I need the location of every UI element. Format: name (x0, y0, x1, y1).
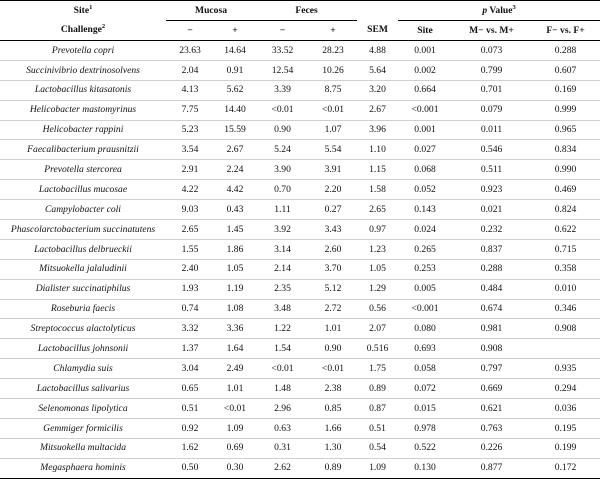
mucosa-minus: 0.50 (166, 458, 214, 478)
m-vs-pvalue: 0.763 (452, 418, 531, 438)
table-row (0, 100, 600, 120)
challenge-header: Challenge$^2$ (0, 21, 166, 41)
sem: 3.96 (357, 120, 398, 140)
species-name: Dialister succinatiphilus (0, 279, 166, 299)
species-name: Lactobacillus mucosae (0, 180, 166, 200)
feces-plus: 3.43 (309, 220, 357, 240)
site-pvalue: 0.068 (398, 160, 452, 180)
feces-minus: 2.14 (256, 259, 309, 279)
feces-plus: 5.12 (309, 279, 357, 299)
mucosa-plus: 4.42 (214, 180, 256, 200)
mucosa-minus: 2.04 (166, 60, 214, 80)
feces-minus: <0.01 (256, 359, 309, 379)
feces-plus: 8.75 (309, 80, 357, 100)
sem: 1.29 (357, 279, 398, 299)
sem: 2.65 (357, 200, 398, 220)
mucosa-minus: 2.65 (166, 220, 214, 240)
feces-minus: 1.11 (256, 200, 309, 220)
feces-minus: 2.62 (256, 458, 309, 478)
feces-plus: <0.01 (309, 359, 357, 379)
m-vs-pvalue: 0.021 (452, 200, 531, 220)
species-name: Helicobacter rappini (0, 120, 166, 140)
m-vs-pvalue: 0.073 (452, 41, 531, 61)
mucosa-minus: 0.65 (166, 379, 214, 399)
sem: 1.23 (357, 239, 398, 259)
mucosa-plus: 1.09 (214, 418, 256, 438)
feces-plus: 28.23 (309, 41, 357, 61)
f-vs-pvalue: 0.169 (531, 80, 600, 100)
table-row (0, 438, 600, 458)
f-vs-pvalue: 0.010 (531, 279, 600, 299)
site-pvalue: 0.001 (398, 120, 452, 140)
site-pvalue: 0.265 (398, 239, 452, 259)
f-vs-pvalue: 0.834 (531, 140, 600, 160)
mucosa-minus-header: − (166, 21, 214, 41)
feces-plus: 3.91 (309, 160, 357, 180)
sem: 1.15 (357, 160, 398, 180)
table-row (0, 379, 600, 399)
mucosa-plus: 0.69 (214, 438, 256, 458)
species-name: Roseburia faecis (0, 299, 166, 319)
sem: 1.75 (357, 359, 398, 379)
mucosa-plus: 0.43 (214, 200, 256, 220)
sem: 0.54 (357, 438, 398, 458)
species-name: Gemmiger formicilis (0, 418, 166, 438)
table-row (0, 80, 600, 100)
m-vs-pvalue: 0.981 (452, 319, 531, 339)
sem: 0.516 (357, 339, 398, 359)
feces-minus: 1.48 (256, 379, 309, 399)
feces-minus: 2.96 (256, 399, 309, 419)
m-vs-pvalue: 0.799 (452, 60, 531, 80)
species-name: Phascolarctobacterium succinatutens (0, 220, 166, 240)
mucosa-plus-header: + (214, 21, 256, 41)
mucosa-plus: 1.05 (214, 259, 256, 279)
mucosa-minus: 2.91 (166, 160, 214, 180)
feces-plus-header: + (309, 21, 357, 41)
sem: 1.09 (357, 458, 398, 478)
site-pvalue: 0.080 (398, 319, 452, 339)
feces-plus: 1.66 (309, 418, 357, 438)
f-vs-pvalue: 0.199 (531, 438, 600, 458)
mucosa-minus: 1.62 (166, 438, 214, 458)
mucosa-plus: 1.45 (214, 220, 256, 240)
mucosa-minus: 1.37 (166, 339, 214, 359)
f-vs-pvalue: 0.908 (531, 319, 600, 339)
mucosa-plus: 14.64 (214, 41, 256, 61)
feces-plus: 0.89 (309, 458, 357, 478)
mucosa-minus: 2.40 (166, 259, 214, 279)
mucosa-minus: 3.54 (166, 140, 214, 160)
mucosa-plus: 1.01 (214, 379, 256, 399)
feces-minus: 0.31 (256, 438, 309, 458)
mucosa-minus: 1.55 (166, 239, 214, 259)
mucosa-plus: 2.24 (214, 160, 256, 180)
f-vs-pvalue: 0.195 (531, 418, 600, 438)
m-vs-pvalue: 0.877 (452, 458, 531, 478)
species-name: Selenomonas lipolytica (0, 399, 166, 419)
mucosa-minus: 5.23 (166, 120, 214, 140)
sem: 0.51 (357, 418, 398, 438)
mucosa-minus: 3.32 (166, 319, 214, 339)
feces-minus: 3.14 (256, 239, 309, 259)
header-row-groups (0, 1, 600, 21)
feces-minus: 0.63 (256, 418, 309, 438)
site-pvalue: 0.001 (398, 41, 452, 61)
mucosa-header: Mucosa (166, 1, 256, 21)
mucosa-plus: 2.49 (214, 359, 256, 379)
m-vs-pvalue: 0.232 (452, 220, 531, 240)
table-row (0, 319, 600, 339)
feces-plus: 1.07 (309, 120, 357, 140)
species-name: Mitsuokella multacida (0, 438, 166, 458)
species-name: Mitsuokella jalaludinii (0, 259, 166, 279)
mucosa-plus: 5.62 (214, 80, 256, 100)
f-vs-pvalue: 0.990 (531, 160, 600, 180)
f-vs-pvalue: 0.036 (531, 399, 600, 419)
sem: 0.97 (357, 220, 398, 240)
mucosa-plus: 14.40 (214, 100, 256, 120)
sem-header: SEM (357, 21, 398, 41)
sem: 4.88 (357, 41, 398, 61)
feces-plus: 0.90 (309, 339, 357, 359)
empty-header (357, 1, 398, 21)
mucosa-plus: 0.30 (214, 458, 256, 478)
sem: 5.64 (357, 60, 398, 80)
table-row (0, 239, 600, 259)
f-vs-pvalue: 0.935 (531, 359, 600, 379)
f-vs-pvalue: 0.469 (531, 180, 600, 200)
feces-minus: 1.54 (256, 339, 309, 359)
f-vs-pvalue: 0.358 (531, 259, 600, 279)
sem: 3.20 (357, 80, 398, 100)
table-row (0, 140, 600, 160)
species-name: Prevotella copri (0, 41, 166, 61)
site-pvalue: <0.001 (398, 100, 452, 120)
site-pvalue: 0.024 (398, 220, 452, 240)
mucosa-minus: 4.13 (166, 80, 214, 100)
site-pvalue: 0.253 (398, 259, 452, 279)
site-pvalue: 0.664 (398, 80, 452, 100)
f-vs-pvalue: 0.288 (531, 41, 600, 61)
sem: 0.87 (357, 399, 398, 419)
feces-minus: 33.52 (256, 41, 309, 61)
header-row-columns (0, 21, 600, 41)
mucosa-minus: 7.75 (166, 100, 214, 120)
m-vs-pvalue: 0.484 (452, 279, 531, 299)
site-header: Site$^1$ (73, 3, 93, 16)
sem: 2.67 (357, 100, 398, 120)
f-vs-pvalue: 0.965 (531, 120, 600, 140)
feces-plus: 1.30 (309, 438, 357, 458)
m-vs-pvalue: 0.226 (452, 438, 531, 458)
site-pvalue: 0.143 (398, 200, 452, 220)
sem: 1.10 (357, 140, 398, 160)
table-row (0, 259, 600, 279)
feces-header: Feces (256, 1, 357, 21)
pvalue-header: p Value$^3$ (398, 1, 600, 21)
table-row (0, 299, 600, 319)
site-pvalue: 0.015 (398, 399, 452, 419)
mucosa-plus: 1.86 (214, 239, 256, 259)
feces-minus: 3.90 (256, 160, 309, 180)
site-pvalue: 0.002 (398, 60, 452, 80)
site-pvalue: <0.001 (398, 299, 452, 319)
feces-plus: <0.01 (309, 100, 357, 120)
feces-plus: 2.72 (309, 299, 357, 319)
table-row (0, 399, 600, 419)
species-name: Lactobacillus salivarius (0, 379, 166, 399)
table-row (0, 458, 600, 478)
site-pvalue: 0.072 (398, 379, 452, 399)
mucosa-plus: 15.59 (214, 120, 256, 140)
table-row (0, 220, 600, 240)
m-vs-pvalue: 0.511 (452, 160, 531, 180)
m-vs-pvalue: 0.621 (452, 399, 531, 419)
mucosa-minus: 23.63 (166, 41, 214, 61)
species-name: Lactobacillus delbrueckii (0, 239, 166, 259)
mucosa-minus: 3.04 (166, 359, 214, 379)
feces-minus: 0.90 (256, 120, 309, 140)
table-row (0, 359, 600, 379)
table-row (0, 200, 600, 220)
feces-plus: 10.26 (309, 60, 357, 80)
m-vs-pvalue: 0.546 (452, 140, 531, 160)
table-row (0, 418, 600, 438)
mucosa-minus: 0.51 (166, 399, 214, 419)
m-vs-pvalue: 0.837 (452, 239, 531, 259)
mucosa-plus: 1.08 (214, 299, 256, 319)
f-vs-pvalue: 0.172 (531, 458, 600, 478)
feces-minus: 5.24 (256, 140, 309, 160)
m-vs-pvalue: 0.908 (452, 339, 531, 359)
f-vs-pvalue: 0.607 (531, 60, 600, 80)
table-row (0, 339, 600, 359)
species-name: Faecalibacterium prausnitzii (0, 140, 166, 160)
table-body (0, 41, 600, 479)
species-name: Campylobacter coli (0, 200, 166, 220)
table-row (0, 41, 600, 61)
feces-minus-header: − (256, 21, 309, 41)
site-pvalue: 0.693 (398, 339, 452, 359)
m-vs-pvalue: 0.674 (452, 299, 531, 319)
m-vs-pvalue: 0.701 (452, 80, 531, 100)
site-pvalue: 0.005 (398, 279, 452, 299)
feces-minus: 3.39 (256, 80, 309, 100)
table-row (0, 60, 600, 80)
f-vs-pvalue: 0.824 (531, 200, 600, 220)
table-row (0, 120, 600, 140)
mucosa-minus: 0.92 (166, 418, 214, 438)
mucosa-plus: 0.91 (214, 60, 256, 80)
sem: 1.58 (357, 180, 398, 200)
feces-minus: 0.70 (256, 180, 309, 200)
table-row (0, 180, 600, 200)
feces-plus: 2.60 (309, 239, 357, 259)
feces-minus: 1.22 (256, 319, 309, 339)
sem: 0.56 (357, 299, 398, 319)
feces-plus: 2.38 (309, 379, 357, 399)
f-vs-pvalue: 0.715 (531, 239, 600, 259)
mucosa-minus: 0.74 (166, 299, 214, 319)
m-vs-pvalue: 0.288 (452, 259, 531, 279)
mucosa-plus: <0.01 (214, 399, 256, 419)
m-vs-pvalue: 0.797 (452, 359, 531, 379)
site-pvalue: 0.052 (398, 180, 452, 200)
mucosa-minus: 1.93 (166, 279, 214, 299)
feces-minus: 3.92 (256, 220, 309, 240)
mucosa-minus: 4.22 (166, 180, 214, 200)
feces-minus: 2.35 (256, 279, 309, 299)
mucosa-minus: 9.03 (166, 200, 214, 220)
m-vs-pvalue: 0.011 (452, 120, 531, 140)
species-name: Prevotella stercorea (0, 160, 166, 180)
f-vs-pvalue: 0.294 (531, 379, 600, 399)
species-name: Chlamydia suis (0, 359, 166, 379)
mucosa-plus: 3.36 (214, 319, 256, 339)
mucosa-plus: 1.64 (214, 339, 256, 359)
species-name: Megasphaera hominis (0, 458, 166, 478)
site-pvalue: 0.058 (398, 359, 452, 379)
m-vs-header: M− vs. M+ (452, 21, 531, 41)
species-name: Lactobacillus kitasatonis (0, 80, 166, 100)
feces-plus: 0.85 (309, 399, 357, 419)
site-pvalue: 0.978 (398, 418, 452, 438)
feces-plus: 5.54 (309, 140, 357, 160)
feces-minus: 12.54 (256, 60, 309, 80)
table-row (0, 160, 600, 180)
mucosa-plus: 2.67 (214, 140, 256, 160)
feces-plus: 3.70 (309, 259, 357, 279)
feces-minus: 3.48 (256, 299, 309, 319)
f-vs-pvalue: 0.622 (531, 220, 600, 240)
f-vs-pvalue (531, 339, 600, 359)
sem: 0.89 (357, 379, 398, 399)
m-vs-pvalue: 0.669 (452, 379, 531, 399)
species-name: Streptococcus alactolyticus (0, 319, 166, 339)
feces-minus: <0.01 (256, 100, 309, 120)
m-vs-pvalue: 0.079 (452, 100, 531, 120)
feces-plus: 2.20 (309, 180, 357, 200)
mucosa-plus: 1.19 (214, 279, 256, 299)
sem: 1.05 (357, 259, 398, 279)
feces-plus: 1.01 (309, 319, 357, 339)
species-name: Helicobacter mastomyrinus (0, 100, 166, 120)
f-vs-pvalue: 0.346 (531, 299, 600, 319)
feces-plus: 0.27 (309, 200, 357, 220)
m-vs-pvalue: 0.923 (452, 180, 531, 200)
site-pvalue: 0.130 (398, 458, 452, 478)
site-pvalue: 0.522 (398, 438, 452, 458)
table-row (0, 279, 600, 299)
site-pvalue: 0.027 (398, 140, 452, 160)
site-pvalue-header: Site (398, 21, 452, 41)
f-vs-pvalue: 0.999 (531, 100, 600, 120)
f-vs-header: F− vs. F+ (531, 21, 600, 41)
species-name: Lactobacillus johnsonii (0, 339, 166, 359)
species-name: Succinivibrio dextrinosolvens (0, 60, 166, 80)
sem: 2.07 (357, 319, 398, 339)
